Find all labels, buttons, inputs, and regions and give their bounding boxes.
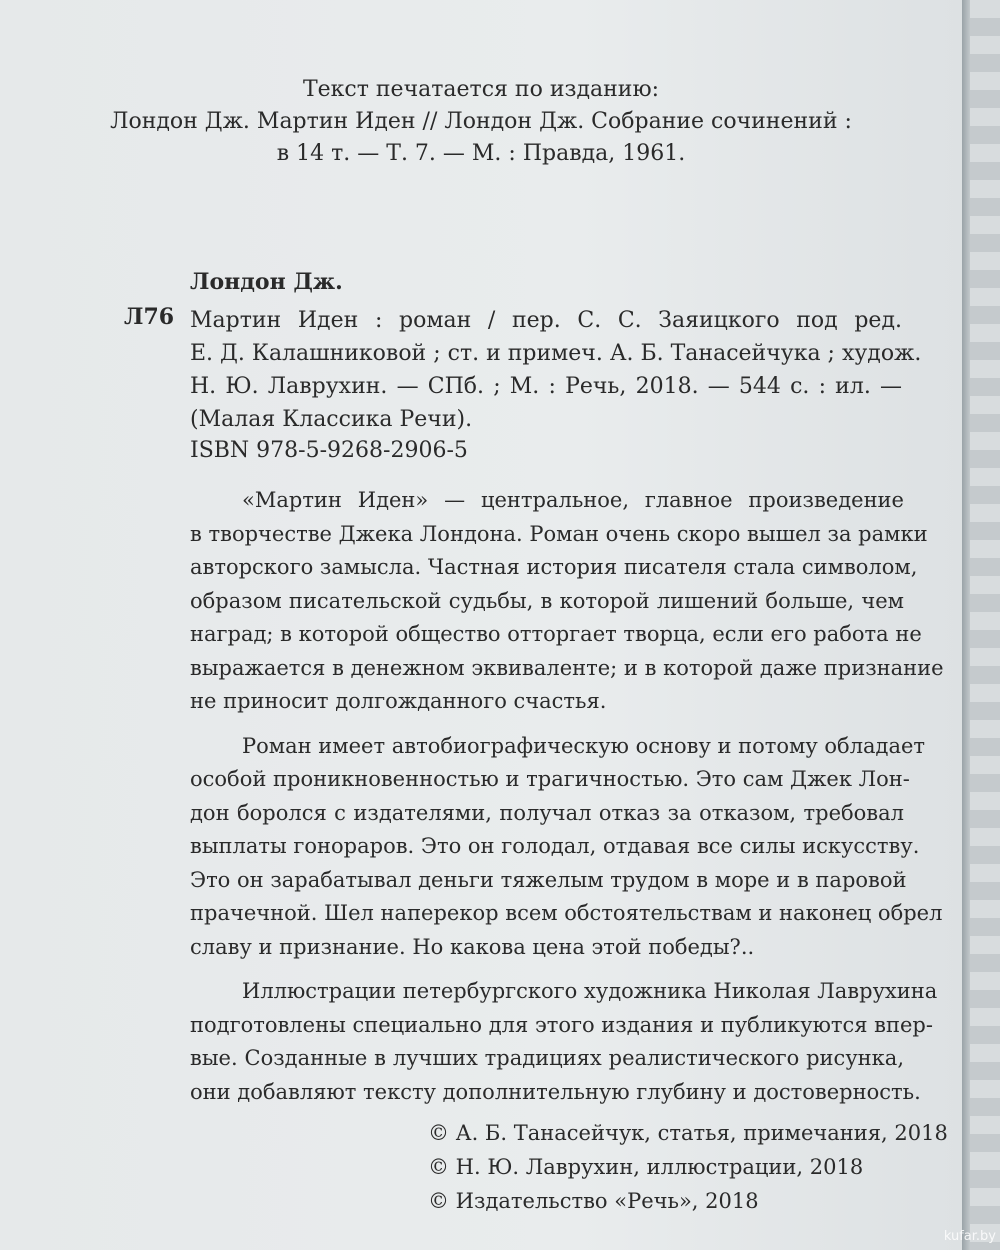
biblio-line: Н. Ю. Лаврухин. — СПб. ; М. : Речь, 2018. — 544 с. : ил. — [190,374,902,399]
annotation-line: Иллюстрации петербургского художника Николая Лаврухина [242,979,938,1003]
annotation-line: особой проникновенностью и трагичностью. Это сам Джек Лон- [190,767,910,791]
annotation-line: образом писательской судьбы, в которой лишений больше, чем [190,588,904,613]
annotation-paragraph [190,484,944,719]
copyright-line: © А. Б. Танасейчук, статья, примечания, 2018 [428,1121,948,1145]
source-line: в 14 т. — Т. 7. — М. : Правда, 1961. [276,141,686,166]
annotation-line: Это он зарабатывал деньги тяжелым трудом в море и в паровой [190,867,907,892]
annotation-paragraph [190,730,943,965]
catalog-author: Лондон Дж. [190,269,343,295]
annotation-line: они добавляют тексту дополнительную глубину и достоверность. [190,1079,921,1104]
copyright-block [428,1116,948,1218]
biblio-line: (Малая Классика Речи). [190,407,473,432]
biblio-line: Е. Д. Калашниковой ; ст. и примеч. А. Б. Танасейчука ; худож. [190,341,922,366]
annotation-line: наград; в которой общество отторгает творца, если его работа не [190,622,922,646]
source-line: Лондон Дж. Мартин Иден // Лондон Дж. Собрание сочинений : [110,109,852,134]
annotation-line: прачечной. Шел наперекор всем обстоятельствам и наконец обрел [190,901,943,925]
source-line: Текст печатается по изданию: [302,77,660,102]
catalog-code: Л76 [124,304,175,330]
annotation-line: в творчестве Джека Лондона. Роман очень скоро вышел за рамки [190,521,928,546]
annotation-line: славу и признание. Но какова цена этой победы?.. [190,934,755,959]
annotation-line: авторского замысла. Частная история писателя стала символом, [190,555,918,579]
annotation-line: подготовлены специально для этого издания и публикуются впер- [190,1012,933,1037]
annotation-line: выражается в денежном эквиваленте; и в которой даже признание [190,655,944,680]
copyright-line: © Н. Ю. Лаврухин, иллюстрации, 2018 [428,1155,864,1179]
annotation-line: «Мартин Иден» — центральное, главное произведение [242,488,904,512]
page-edge-shadow [962,0,970,1250]
annotation-line: не приносит долгожданного счастья. [190,689,607,713]
copyright-line: © Издательство «Речь», 2018 [428,1189,759,1213]
bibliographic-description [190,304,922,436]
annotation-paragraph [190,975,938,1109]
adjacent-page-strip [970,0,1000,1250]
annotation-line: дон боролся с издателями, получал отказ за отказом, требовал [190,800,904,825]
biblio-line: Мартин Иден : роман / пер. С. С. Заяицкого под ред. [190,308,902,333]
watermark: kufar.by [943,1229,996,1244]
isbn: ISBN 978-5-9268-2906-5 [190,438,468,463]
annotation-line: выплаты гонораров. Это он голодал, отдавая все силы искусству. [190,834,920,858]
source-edition-note [0,74,962,170]
annotation [190,484,944,1109]
annotation-line: Роман имеет автобиографическую основу и потому обладает [242,733,926,758]
annotation-line: вые. Созданные в лучших традициях реалистического рисунка, [190,1046,904,1070]
